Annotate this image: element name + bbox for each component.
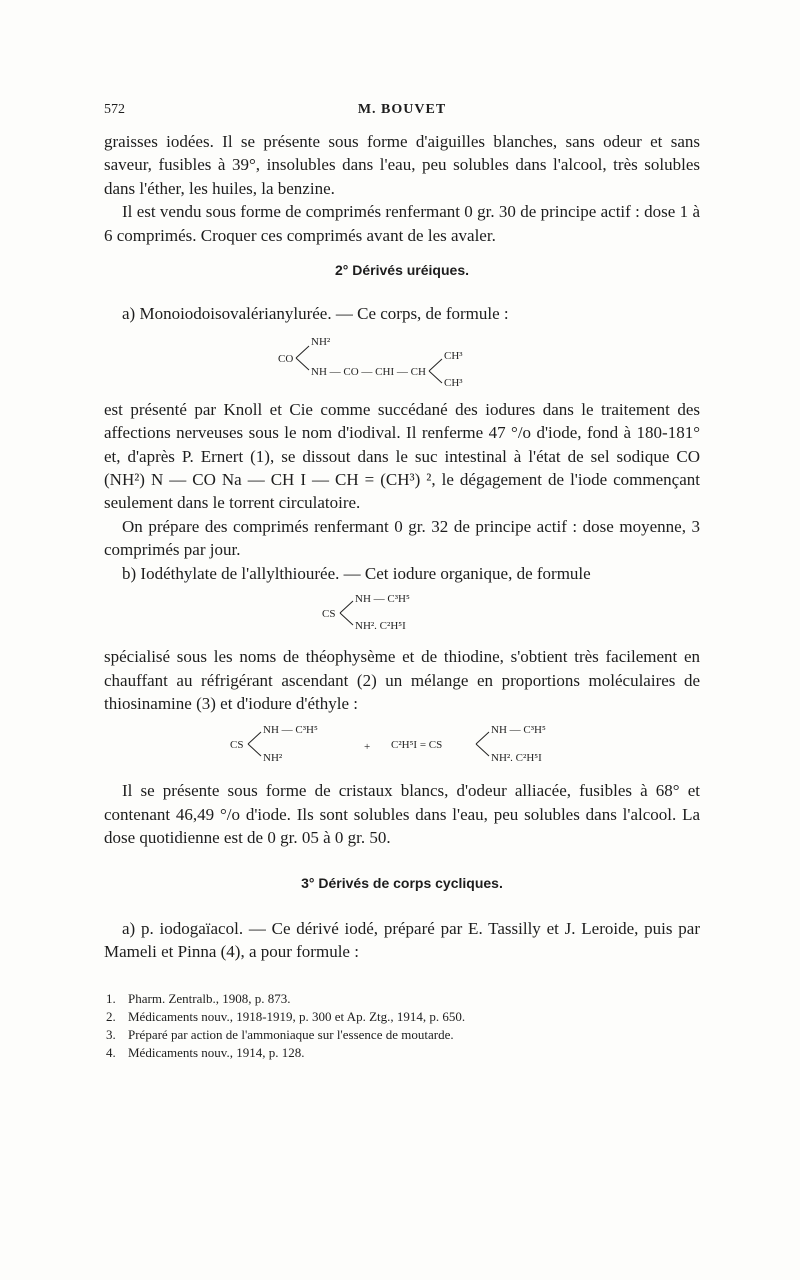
footnote [106,1044,700,1062]
formula-text: + [364,741,371,754]
footnote-number: 4. [106,1044,116,1060]
paragraph: Il est vendu sous forme de comprimés renfermant 0 gr. 30 de principe actif : dose 1 à 6 comprimés. Croquer ces comprimés avant de les avaler. [104,202,700,245]
footnote-text: Médicaments nouv., 1918-1919, p. 300 et Ap. Ztg., 1914, p. 650. [128,1008,466,1024]
formula-iodival [104,332,700,388]
footnote-number: 2. [106,1008,116,1024]
paragraph: spécialisé sous les noms de théophysème et de thiodine, s'obtient très facilement en chauffant au réfrigérant ascendant (2) un mélange en proportions moléculaires de thiosinamine (3) et d'iodure d'éthyle : [104,647,700,713]
paragraph: graisses iodées. Il se présente sous forme d'aiguilles blanches, sans odeur et sans saveur, fusibles à 39°, insolubles dans l'eau, peu solubles dans l'alcool, très solubles dans l'éther, les huiles, la benzine. [104,132,700,198]
running-header [104,98,700,122]
formula-text: C²H⁵I = CS [391,739,443,752]
formula-text: CH³ [444,376,463,388]
paragraph: a) Monoiodoisovalérianylurée. — Ce corps, de formule : [122,304,509,324]
footnote-text: Pharm. Zentralb., 1908, p. 873. [128,990,291,1006]
formula-text: NH — CO — CHI — CH [311,365,426,378]
formula-text: NH² [263,752,283,765]
paragraph: b) Iodéthylate de l'allylthiourée. — Cet iodure organique, de formule [122,563,591,583]
page [104,98,700,1062]
formula-text: NH². C²H⁵I [491,752,542,765]
running-author: M. BOUVET [357,102,447,117]
footnote-number: 1. [106,990,116,1006]
footnote [106,990,700,1008]
formula-text: CS [230,739,244,752]
formula-text: CH³ [444,349,463,362]
footnote [106,1008,700,1026]
footnote-text: Préparé par action de l'ammoniaque sur l'essence de moutarde. [128,1026,454,1042]
footnotes [104,990,700,1062]
formula-text: CS [322,608,336,621]
section-heading: 2° Dérivés uréiques. [335,262,469,279]
page-number: 572 [104,102,125,117]
formula-thiodine [104,591,700,635]
paragraph: est présenté par Knoll et Cie comme succédané des iodures dans le traitement des affections nerveuses sous le nom d'iodival. Il renferme 47 °/o d'iode, fond à 180-181° et, d'après P. Ernert (1), se dissout dans le suc intestinal à l'état de sel sodique CO (NH²) N — CO Na — CH I — CH = (CH³) ², le dégagement de l'iode commençant seulement dans le torrent circulatoire. [104,399,700,513]
paragraph: a) p. iodogaïacol. — Ce dérivé iodé, préparé par E. Tassilly et J. Leroide, puis par Mameli et Pinna (4), a pour formule : [104,918,700,962]
formula-text: NH — C³H⁵ [263,724,318,737]
formula-text: CO [278,352,294,365]
paragraph: On prépare des comprimés renfermant 0 gr. 32 de principe actif : dose moyenne, 3 comprimés par jour. [104,516,700,560]
formula-reaction [104,721,700,769]
footnote [106,1026,700,1044]
formula-text: NH² [311,335,331,348]
footnote-number: 3. [106,1026,116,1042]
paragraph: Il se présente sous forme de cristaux blancs, d'odeur alliacée, fusibles à 68° et contenant 46,49 °/o d'iode. Ils sont solubles dans l'eau, peu solubles dans l'alcool. La dose quotidienne est de 0 gr. 05 à 0 gr. 50. [104,781,700,848]
footnote-text: Médicaments nouv., 1914, p. 128. [128,1044,305,1060]
formula-text: NH — C³H⁵ [491,724,546,737]
section-heading: 3° Dérivés de corps cycliques. [301,874,503,891]
formula-text: NH — C³H⁵ [355,593,410,606]
formula-text: NH². C²H⁵I [355,620,406,633]
